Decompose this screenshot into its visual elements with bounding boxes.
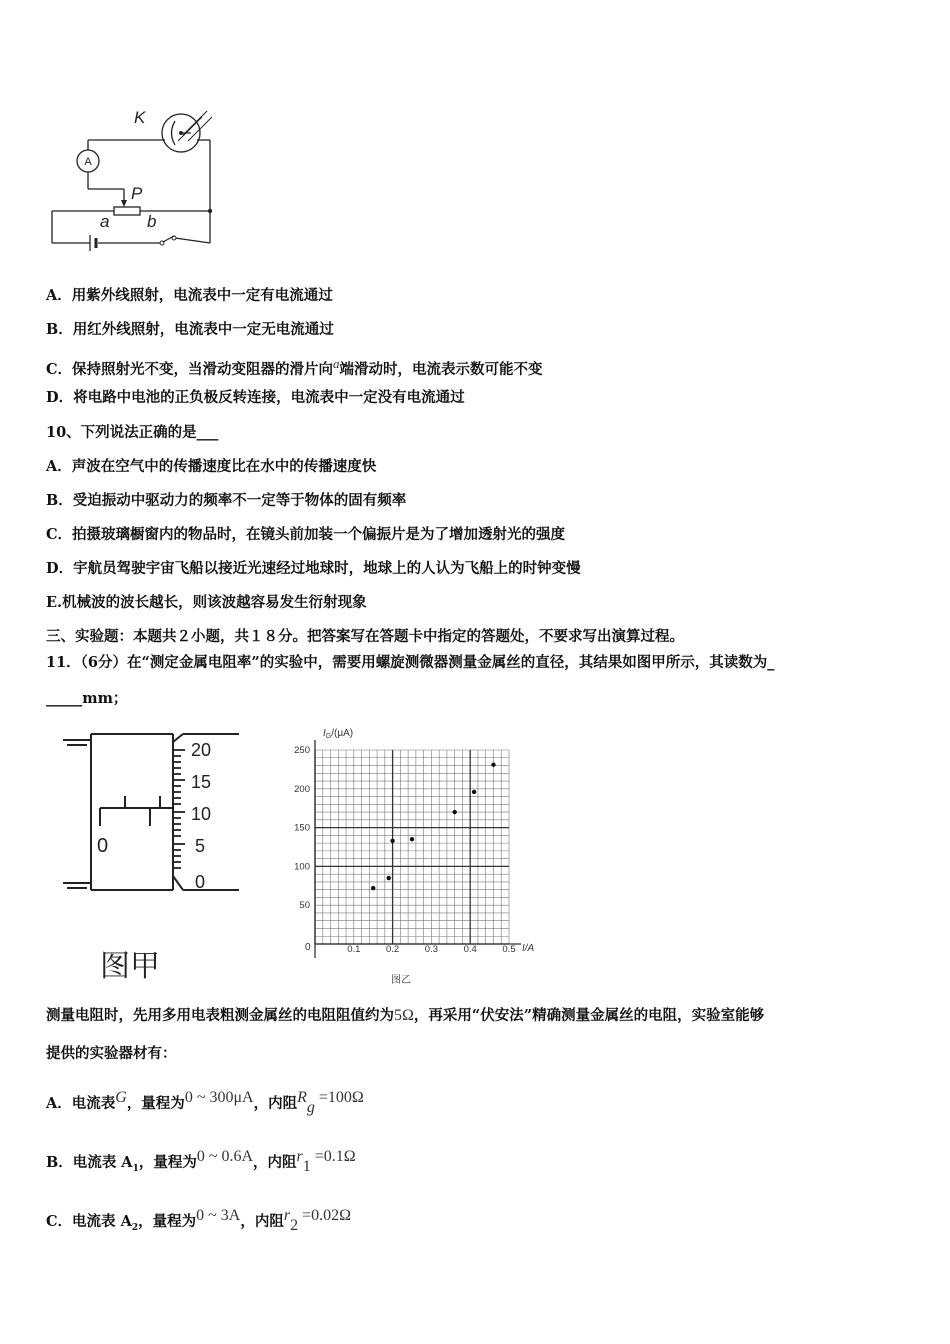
- thimble-label-5: 5: [195, 836, 206, 856]
- option-b-range: 0 ~ 0.6A: [196, 1148, 254, 1165]
- equipment-option-a: [46, 1088, 364, 1118]
- data-point: [371, 886, 375, 890]
- option-a-range-label: ，量程为: [126, 1095, 185, 1112]
- q9-option-c: [46, 354, 543, 380]
- thimble-label-15: 15: [191, 772, 212, 792]
- q11-body-line1: [46, 1006, 764, 1026]
- option-a-resistance-value: =100Ω: [314, 1089, 364, 1106]
- q9-option-b: B．用红外线照射，电流表中一定无电流通过: [46, 321, 334, 338]
- micrometer-figure: [55, 728, 245, 988]
- q11-body-line2: 提供的实验器材有：: [46, 1045, 177, 1062]
- q10-option-b: B．受迫振动中驱动力的频率不一定等于物体的固有频率: [46, 492, 407, 509]
- thimble-label-20: 20: [191, 740, 212, 760]
- q11-stem-line2: _____mm；: [46, 690, 128, 707]
- chart-caption: 图乙: [391, 975, 411, 986]
- q10-option-a: A．声波在空气中的传播速度比在水中的传播速度快: [46, 458, 377, 475]
- y-tick-label: 50: [299, 900, 310, 912]
- ammeter-label: A: [84, 156, 92, 168]
- x-tick-label: 0.2: [385, 944, 400, 955]
- q11-stem-line1: 11．（6分）在“测定金属电阻率”的实验中，需要用螺旋测微器测量金属丝的直径，其结果如图甲所示，其读数为_: [46, 654, 775, 671]
- option-c-resistance-value: =0.02Ω: [298, 1207, 351, 1224]
- q9-option-a: A．用紫外线照射，电流表中一定有电流通过: [46, 287, 333, 304]
- q10-stem: 10、下列说法正确的是___: [46, 424, 219, 441]
- q9-option-c-pre: C．保持照射光不变，当滑动变阻器的滑片向: [46, 360, 334, 378]
- x-tick-label: 0.5: [502, 944, 516, 955]
- option-c-range-label: ，量程为: [138, 1213, 197, 1230]
- option-a-symbol: G: [115, 1089, 127, 1106]
- option-c-r-symbol: r: [283, 1207, 291, 1224]
- option-c-r-subscript: 2: [290, 1216, 299, 1234]
- q11-body-line1-post: ，再采用“伏安法”精确测量金属丝的电阻，实验室能够: [413, 1007, 765, 1024]
- option-b-resistance-label: ，内阻: [253, 1154, 297, 1171]
- y-tick-label: 150: [294, 822, 310, 834]
- option-a-label: A．电流表: [46, 1095, 116, 1112]
- option-a-range: 0 ~ 300μA: [184, 1089, 254, 1106]
- option-b-subscript: 1: [132, 1163, 139, 1174]
- y-tick-label: 250: [294, 745, 310, 756]
- rheostat-end-label-a: a: [100, 212, 110, 231]
- option-b-resistance-value: =0.1Ω: [310, 1148, 356, 1165]
- q10-option-d: D．宇航员驾驶宇宙飞船以接近光速经过地球时，地球上的人认为飞船上的时钟变慢: [46, 560, 581, 577]
- option-c-resistance-label: ，内阻: [240, 1213, 284, 1230]
- chart-y-label: $I_G/(\mu A)$: [323, 728, 354, 740]
- slider-arrow-icon: [121, 200, 127, 207]
- phototube-label-k: K: [134, 108, 146, 127]
- option-b-range-label: ，量程为: [138, 1154, 197, 1171]
- option-a-r-symbol: R: [297, 1089, 307, 1106]
- photoelectric-circuit-diagram: [50, 95, 225, 255]
- equipment-option-b: [46, 1147, 356, 1179]
- resistance-estimate: 5Ω: [394, 1007, 414, 1024]
- q9-option-d: D．将电路中电池的正负极反转连接，电流表中一定没有电流通过: [46, 389, 465, 406]
- option-c-subscript: 2: [131, 1222, 139, 1233]
- chart-origin-label: 0: [305, 942, 311, 953]
- sleeve-label-0: 0: [97, 835, 109, 857]
- thimble-label-10: 10: [191, 804, 212, 824]
- y-tick-label: 100: [294, 861, 310, 873]
- q9-option-c-var: a: [333, 356, 340, 371]
- q10-option-e: E.机械波的波长越长，则该波越容易发生衍射现象: [46, 594, 367, 611]
- option-b-r-subscript: 1: [302, 1157, 311, 1175]
- q9-option-c-post: 端滑动时，电流表示数可能不变: [339, 360, 543, 378]
- chart-x-label: I/A: [522, 943, 535, 954]
- q10-option-c: C．拍摄玻璃橱窗内的物品时，在镜头前加装一个偏振片是为了增加透射光的强度: [46, 526, 566, 543]
- x-tick-label: 0.4: [463, 944, 477, 955]
- data-point: [390, 839, 394, 843]
- ig-vs-i-scatter-chart: [285, 722, 545, 992]
- option-a-r-subscript: g: [306, 1098, 315, 1116]
- x-tick-label: 0.3: [424, 944, 439, 955]
- data-point: [472, 790, 476, 794]
- option-b-r-symbol: r: [296, 1148, 303, 1165]
- rheostat-end-label-b: b: [147, 212, 157, 231]
- micrometer-caption: 图甲: [100, 950, 160, 983]
- equipment-option-c: [46, 1206, 351, 1238]
- data-point: [410, 837, 414, 841]
- slider-label-p: P: [131, 184, 143, 203]
- section-3-heading: 三、实验题：本题共２小题，共１８分。把答案写在答题卡中指定的答题处，不要求写出演算过程。: [46, 628, 684, 645]
- y-tick-label: 200: [294, 783, 310, 795]
- option-a-resistance-label: ，内阻: [253, 1095, 298, 1112]
- data-point: [387, 876, 391, 880]
- option-c-label: C．电流表 A: [46, 1213, 132, 1230]
- option-b-label: B．电流表 A: [46, 1154, 133, 1171]
- option-c-range: 0 ~ 3A: [196, 1207, 241, 1224]
- thimble-label-0: 0: [195, 872, 206, 892]
- data-point: [491, 763, 495, 767]
- data-point: [452, 810, 456, 814]
- q11-body-line1-pre: 测量电阻时，先用多用电表粗测金属丝的电阻阻值约为: [46, 1007, 394, 1024]
- x-tick-label: 0.1: [347, 944, 361, 955]
